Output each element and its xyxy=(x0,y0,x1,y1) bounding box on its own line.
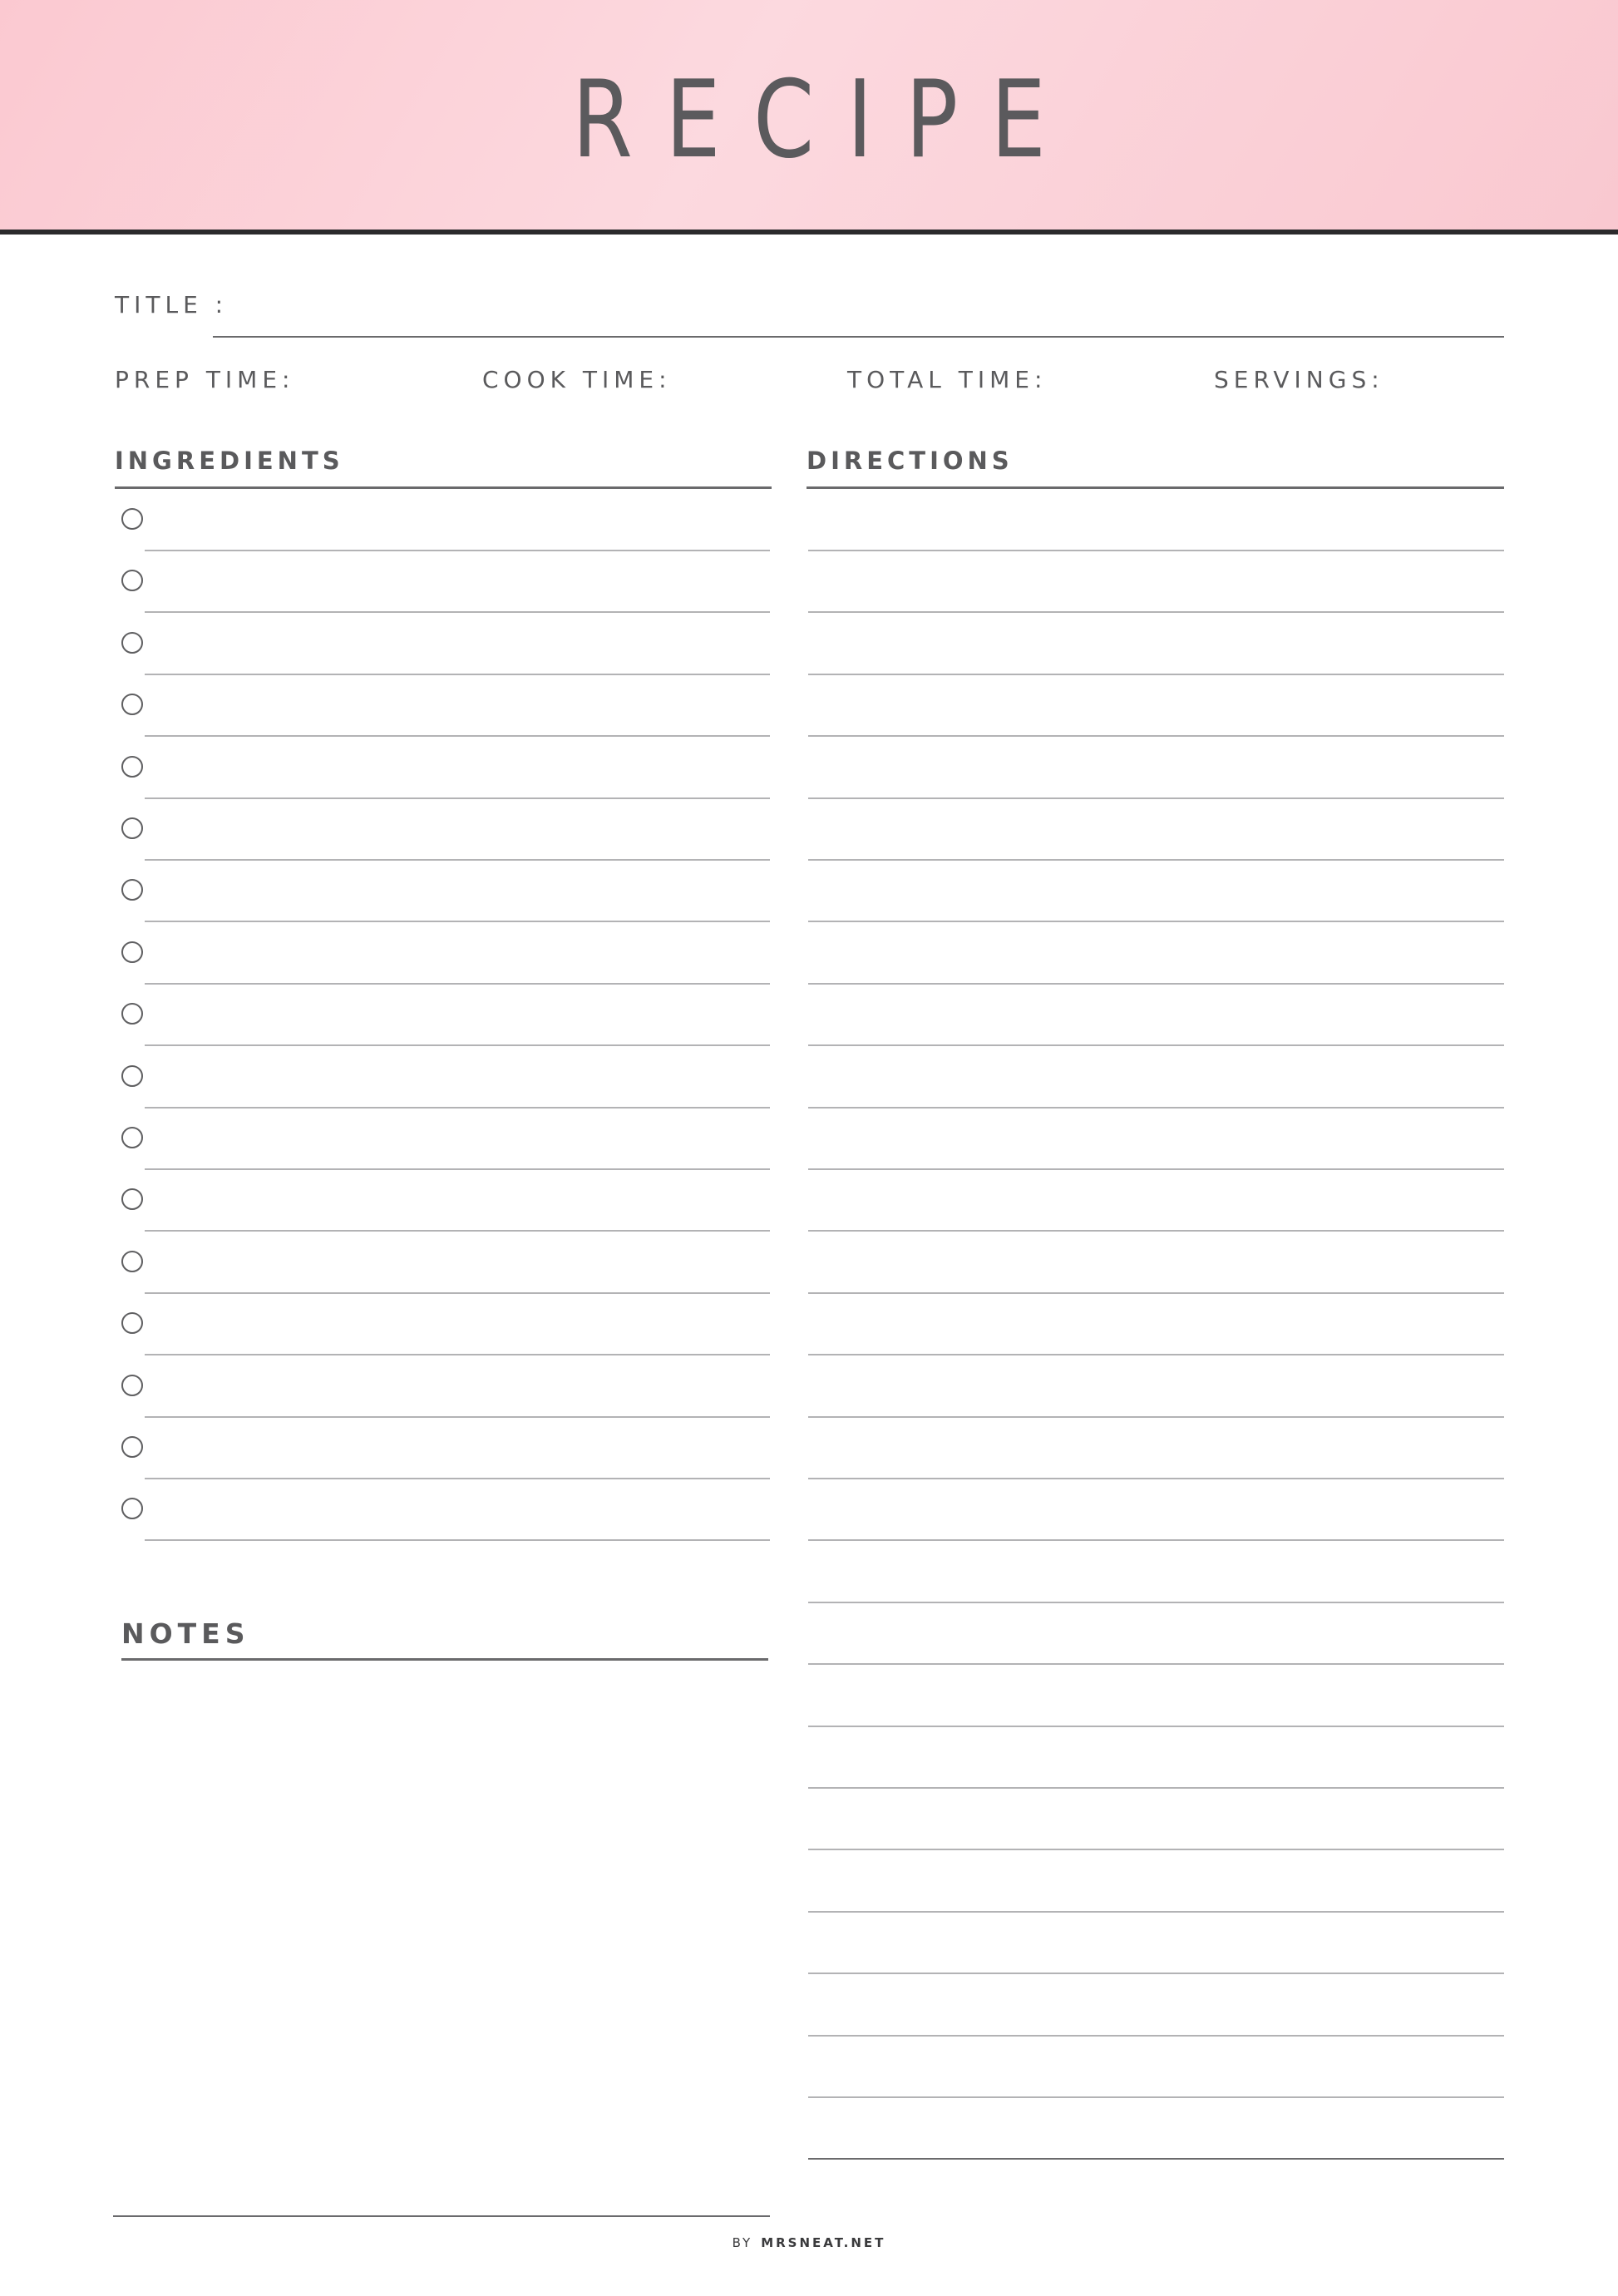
ingredient-line xyxy=(145,1416,770,1418)
ingredient-line xyxy=(145,674,770,675)
direction-line[interactable] xyxy=(807,578,1507,639)
ingredient-row[interactable] xyxy=(115,627,780,689)
direction-line[interactable] xyxy=(807,1630,1507,1691)
direction-text[interactable] xyxy=(810,1570,1500,1595)
ingredient-text[interactable] xyxy=(148,1064,772,1089)
ingredient-line xyxy=(145,1230,770,1232)
direction-line[interactable] xyxy=(807,887,1507,949)
ingredient-checkbox[interactable] xyxy=(121,1065,143,1087)
direction-rule xyxy=(808,2035,1504,2037)
ingredient-checkbox[interactable] xyxy=(121,694,143,715)
ingredient-line xyxy=(145,1168,770,1170)
ingredient-checkbox[interactable] xyxy=(121,1003,143,1025)
footer-credit xyxy=(0,2235,1618,2250)
direction-line[interactable] xyxy=(807,1939,1507,2001)
ingredient-text[interactable] xyxy=(148,1311,772,1336)
direction-text[interactable] xyxy=(810,766,1500,791)
ingredient-row[interactable] xyxy=(115,936,780,998)
ingredient-checkbox[interactable] xyxy=(121,1127,143,1148)
direction-rule xyxy=(808,550,1504,551)
direction-rule xyxy=(808,797,1504,799)
ingredient-line xyxy=(145,983,770,985)
direction-rule xyxy=(808,1044,1504,1046)
footer-brand: MRSNEAT.NET xyxy=(761,2235,886,2250)
direction-line[interactable] xyxy=(807,2063,1507,2125)
ingredient-line xyxy=(145,1539,770,1541)
ingredient-text[interactable] xyxy=(148,692,772,717)
direction-rule xyxy=(808,1230,1504,1232)
ingredient-line xyxy=(145,611,770,613)
ingredient-checkbox[interactable] xyxy=(121,817,143,839)
prep-time-label: PREP TIME: xyxy=(115,366,295,393)
ingredient-line xyxy=(145,735,770,737)
ingredient-row[interactable] xyxy=(115,1370,780,1431)
ingredient-line xyxy=(145,1292,770,1294)
direction-text[interactable] xyxy=(810,1941,1500,1966)
direction-text[interactable] xyxy=(810,1817,1500,1842)
direction-text[interactable] xyxy=(810,1261,1500,1286)
direction-text[interactable] xyxy=(810,1446,1500,1471)
ingredient-text[interactable] xyxy=(148,1125,772,1150)
direction-text[interactable] xyxy=(810,1198,1500,1223)
direction-line[interactable] xyxy=(807,826,1507,887)
header-divider xyxy=(0,230,1618,235)
servings-label: SERVINGS: xyxy=(1214,366,1384,393)
ingredient-line xyxy=(145,550,770,551)
ingredient-row[interactable] xyxy=(115,1431,780,1493)
direction-line[interactable] xyxy=(807,516,1507,578)
ingredient-text[interactable] xyxy=(148,568,772,593)
ingredient-text[interactable] xyxy=(148,1249,772,1274)
ingredient-line xyxy=(145,1354,770,1355)
direction-rule xyxy=(808,1602,1504,1603)
cook-time-label: COOK TIME: xyxy=(482,366,672,393)
ingredient-row[interactable] xyxy=(115,874,780,936)
ingredient-checkbox[interactable] xyxy=(121,1251,143,1272)
direction-rule xyxy=(808,2096,1504,2098)
direction-line[interactable] xyxy=(807,1444,1507,1506)
direction-rule xyxy=(808,1292,1504,1294)
ingredient-row[interactable] xyxy=(115,1307,780,1369)
ingredient-text[interactable] xyxy=(148,754,772,779)
direction-text[interactable] xyxy=(810,889,1500,914)
title-input-line[interactable] xyxy=(213,336,1504,338)
direction-line[interactable] xyxy=(807,1197,1507,1258)
direction-text[interactable] xyxy=(810,2065,1500,2090)
direction-line[interactable] xyxy=(807,1074,1507,1135)
direction-rule xyxy=(808,1478,1504,1479)
direction-text[interactable] xyxy=(810,1508,1500,1533)
directions-heading-rule xyxy=(807,486,1504,489)
direction-text[interactable] xyxy=(810,518,1500,543)
notes-heading-rule xyxy=(121,1658,768,1661)
ingredient-text[interactable] xyxy=(148,1434,772,1459)
ingredient-checkbox[interactable] xyxy=(121,1436,143,1458)
ingredient-text[interactable] xyxy=(148,630,772,655)
ingredient-row[interactable] xyxy=(115,812,780,874)
direction-rule xyxy=(808,1539,1504,1541)
ingredient-line xyxy=(145,1107,770,1108)
direction-line[interactable] xyxy=(807,2125,1507,2186)
title-label: TITLE : xyxy=(115,291,229,318)
direction-rule xyxy=(808,1973,1504,1974)
ingredient-row[interactable] xyxy=(115,1122,780,1183)
direction-rule xyxy=(808,674,1504,675)
direction-text[interactable] xyxy=(810,2126,1500,2151)
direction-line[interactable] xyxy=(807,1506,1507,1568)
direction-line[interactable] xyxy=(807,2002,1507,2063)
direction-line[interactable] xyxy=(807,1754,1507,1815)
direction-rule xyxy=(808,2158,1504,2160)
ingredient-row[interactable] xyxy=(115,1246,780,1307)
direction-line[interactable] xyxy=(807,1011,1507,1073)
ingredient-checkbox[interactable] xyxy=(121,1312,143,1334)
direction-rule xyxy=(808,1911,1504,1913)
direction-line[interactable] xyxy=(807,1878,1507,1939)
ingredient-text[interactable] xyxy=(148,1001,772,1026)
direction-rule xyxy=(808,1726,1504,1727)
ingredient-checkbox[interactable] xyxy=(121,632,143,654)
direction-text[interactable] xyxy=(810,827,1500,852)
direction-text[interactable] xyxy=(810,1137,1500,1162)
direction-line[interactable] xyxy=(807,1135,1507,1197)
ingredient-line xyxy=(145,859,770,861)
direction-line[interactable] xyxy=(807,1692,1507,1754)
direction-text[interactable] xyxy=(810,1879,1500,1904)
direction-rule xyxy=(808,1168,1504,1170)
direction-rule xyxy=(808,983,1504,985)
ingredient-row[interactable] xyxy=(115,1493,780,1554)
direction-line[interactable] xyxy=(807,1321,1507,1382)
directions-heading: DIRECTIONS xyxy=(807,447,1014,475)
direction-line[interactable] xyxy=(807,640,1507,702)
direction-text[interactable] xyxy=(810,1013,1500,1038)
total-time-label: TOTAL TIME: xyxy=(847,366,1048,393)
notes-bottom-rule xyxy=(113,2215,770,2217)
ingredient-text[interactable] xyxy=(148,940,772,965)
direction-rule xyxy=(808,1354,1504,1355)
notes-heading: NOTES xyxy=(121,1617,250,1650)
direction-text[interactable] xyxy=(810,2003,1500,2028)
direction-text[interactable] xyxy=(810,951,1500,976)
direction-rule xyxy=(808,921,1504,922)
direction-line[interactable] xyxy=(807,702,1507,763)
footer-by: BY xyxy=(732,2235,753,2250)
notes-area[interactable] xyxy=(121,1671,768,2204)
direction-text[interactable] xyxy=(810,642,1500,667)
ingredient-checkbox[interactable] xyxy=(121,941,143,963)
direction-rule xyxy=(808,1787,1504,1789)
ingredient-text[interactable] xyxy=(148,1496,772,1521)
direction-text[interactable] xyxy=(810,1632,1500,1657)
direction-text[interactable] xyxy=(810,1755,1500,1780)
ingredient-line xyxy=(145,1044,770,1046)
page-title: RECIPE xyxy=(572,58,1079,182)
ingredient-checkbox[interactable] xyxy=(121,1375,143,1396)
ingredient-row[interactable] xyxy=(115,998,780,1059)
direction-line[interactable] xyxy=(807,1259,1507,1321)
direction-text[interactable] xyxy=(810,1694,1500,1719)
direction-line[interactable] xyxy=(807,1383,1507,1444)
ingredient-checkbox[interactable] xyxy=(121,879,143,901)
ingredient-checkbox[interactable] xyxy=(121,1498,143,1519)
ingredient-row[interactable] xyxy=(115,751,780,812)
ingredient-checkbox[interactable] xyxy=(121,756,143,778)
ingredient-text[interactable] xyxy=(148,506,772,531)
direction-text[interactable] xyxy=(810,1075,1500,1100)
direction-text[interactable] xyxy=(810,704,1500,728)
ingredient-line xyxy=(145,1478,770,1479)
direction-text[interactable] xyxy=(810,1322,1500,1347)
ingredient-row[interactable] xyxy=(115,565,780,626)
direction-line[interactable] xyxy=(807,950,1507,1011)
ingredient-text[interactable] xyxy=(148,1187,772,1212)
ingredient-row[interactable] xyxy=(115,689,780,750)
direction-text[interactable] xyxy=(810,1385,1500,1410)
ingredient-text[interactable] xyxy=(148,1373,772,1398)
direction-rule xyxy=(808,859,1504,861)
ingredient-line xyxy=(145,797,770,799)
ingredients-heading-rule xyxy=(115,486,772,489)
ingredient-row[interactable] xyxy=(115,1060,780,1122)
ingredient-checkbox[interactable] xyxy=(121,570,143,591)
direction-rule xyxy=(808,611,1504,613)
ingredient-text[interactable] xyxy=(148,877,772,902)
direction-line[interactable] xyxy=(807,1815,1507,1877)
direction-text[interactable] xyxy=(810,580,1500,605)
ingredient-checkbox[interactable] xyxy=(121,508,143,530)
ingredients-heading: INGREDIENTS xyxy=(115,447,344,475)
direction-line[interactable] xyxy=(807,1568,1507,1630)
ingredient-checkbox[interactable] xyxy=(121,1188,143,1210)
direction-rule xyxy=(808,735,1504,737)
direction-rule xyxy=(808,1416,1504,1418)
ingredient-line xyxy=(145,921,770,922)
direction-rule xyxy=(808,1663,1504,1665)
direction-rule xyxy=(808,1107,1504,1108)
ingredient-text[interactable] xyxy=(148,816,772,841)
direction-line[interactable] xyxy=(807,764,1507,826)
direction-rule xyxy=(808,1849,1504,1850)
ingredient-row[interactable] xyxy=(115,1183,780,1245)
ingredient-row[interactable] xyxy=(115,503,780,565)
